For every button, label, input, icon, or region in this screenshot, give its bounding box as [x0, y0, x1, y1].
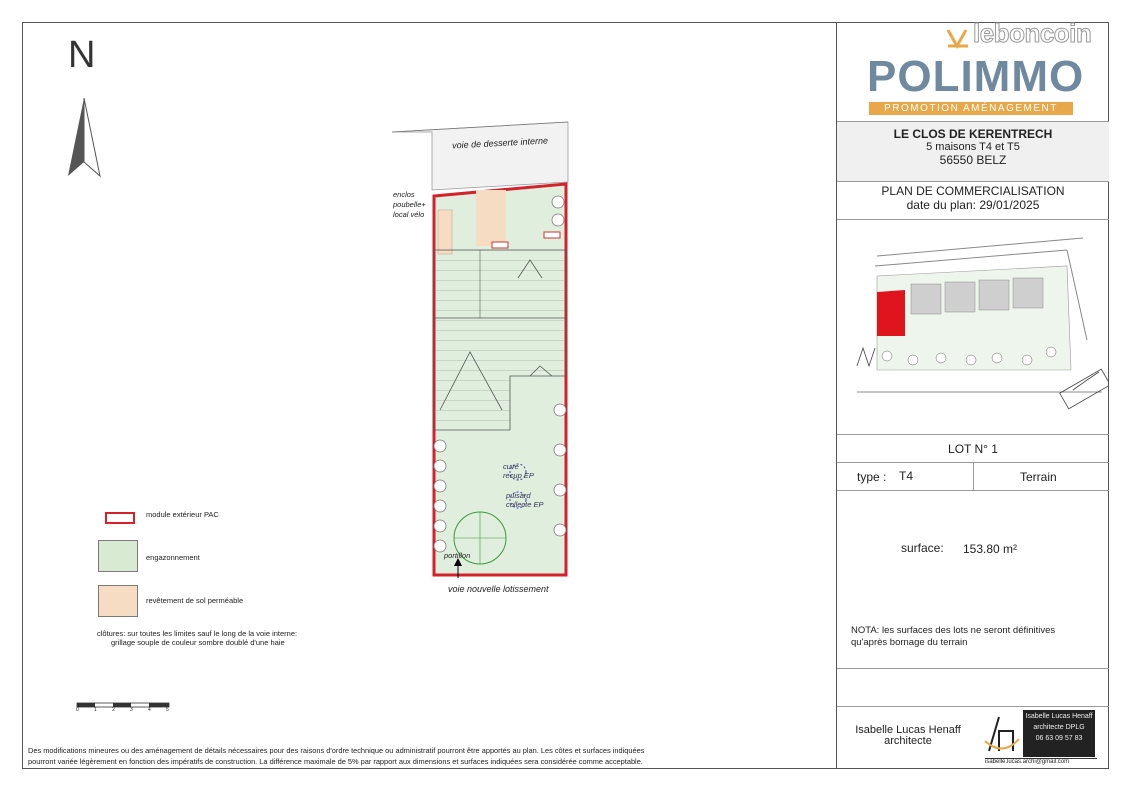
logo-mark-icon — [945, 26, 971, 50]
surface-row — [837, 490, 1109, 668]
architect-logo-icon — [983, 711, 1023, 757]
architect-stamp: Isabelle Lucas Henaff architecte DPLG 06 63 09 57 83 — [1023, 710, 1095, 757]
project-subtitle: 5 maisons T4 et T5 — [926, 141, 1020, 153]
legend-permeable-label: revêtement de sol perméable — [146, 596, 244, 605]
label-enclos: enclos poubelle+ local vélo — [393, 190, 426, 219]
label-road-internal: voie de desserte interne — [451, 135, 549, 151]
architect-name: Isabelle Lucas Henaff architecte — [855, 724, 961, 747]
site-plan — [380, 110, 580, 600]
label-cuve: cuve recup EP — [503, 462, 534, 480]
scale-bar — [76, 702, 176, 710]
note: NOTA: les surfaces des lots ne seront définitives qu'après bornage du terrain — [851, 625, 1056, 648]
project-box — [837, 121, 1109, 181]
legend-pac-label: module extérieur PAC — [146, 510, 219, 519]
legend-permeable-swatch — [98, 585, 138, 617]
empty-row — [837, 668, 1109, 706]
lot-type-value: T4 — [899, 469, 914, 483]
legend-lawn-swatch — [98, 540, 138, 572]
project-title: LE CLOS DE KERENTRECH — [893, 127, 1053, 141]
lot-number: LOT N° 1 — [837, 434, 1109, 462]
disclaimer: Des modifications mineures ou des aménagement de détails nécessaires pour des raisons d'ordre technique ou administratif pourront être apportés au plan. Les côtes et surfaces indiquées pourront variée légèrement en fonction des impératifs de construction. La différence maximale de 5% par rapport aux dimensions et surfaces indiquées sera considérée comme acceptable. — [28, 746, 645, 766]
label-portillon: portillon — [444, 551, 471, 560]
label-puisard: puisard collecte EP — [506, 491, 544, 509]
plan-date: date du plan: 29/01/2025 — [906, 198, 1040, 212]
lot-terrain-label: Terrain — [1020, 470, 1057, 484]
legend-pac-swatch — [105, 512, 135, 524]
lot-type-label: type : — [857, 470, 887, 484]
legend-lawn-label: engazonnement — [146, 553, 200, 562]
architect-email: isabelle.lucas.archi@gmail.com — [985, 758, 1097, 765]
project-location: 56550 BELZ — [939, 153, 1007, 167]
surface-label: surface: — [901, 541, 944, 555]
plan-box — [837, 181, 1109, 219]
site-overview-map — [837, 220, 1109, 435]
logo-tagline: PROMOTION AMÉNAGEMENT — [869, 102, 1073, 115]
logo-name: POLIMMO — [867, 52, 1085, 101]
lot-type-row — [837, 462, 1109, 490]
label-road-new: voie nouvelle lotissement — [448, 584, 549, 594]
legend-fences: clôtures: sur toutes les limites sauf le long de la voie interne: grillage souple de couleur sombre doublé d'une haie — [97, 629, 298, 647]
north-letter: N — [68, 34, 96, 76]
title-block — [836, 18, 1109, 769]
north-arrow-icon — [64, 96, 108, 180]
surface-value: 153.80 m² — [963, 542, 1018, 556]
watermark-text: leboncoin — [973, 18, 1092, 48]
lot-1-highlight — [877, 290, 905, 336]
architect-row — [837, 706, 1109, 769]
plan-title: PLAN DE COMMERCIALISATION — [881, 184, 1065, 198]
site-overview-box — [837, 219, 1109, 434]
